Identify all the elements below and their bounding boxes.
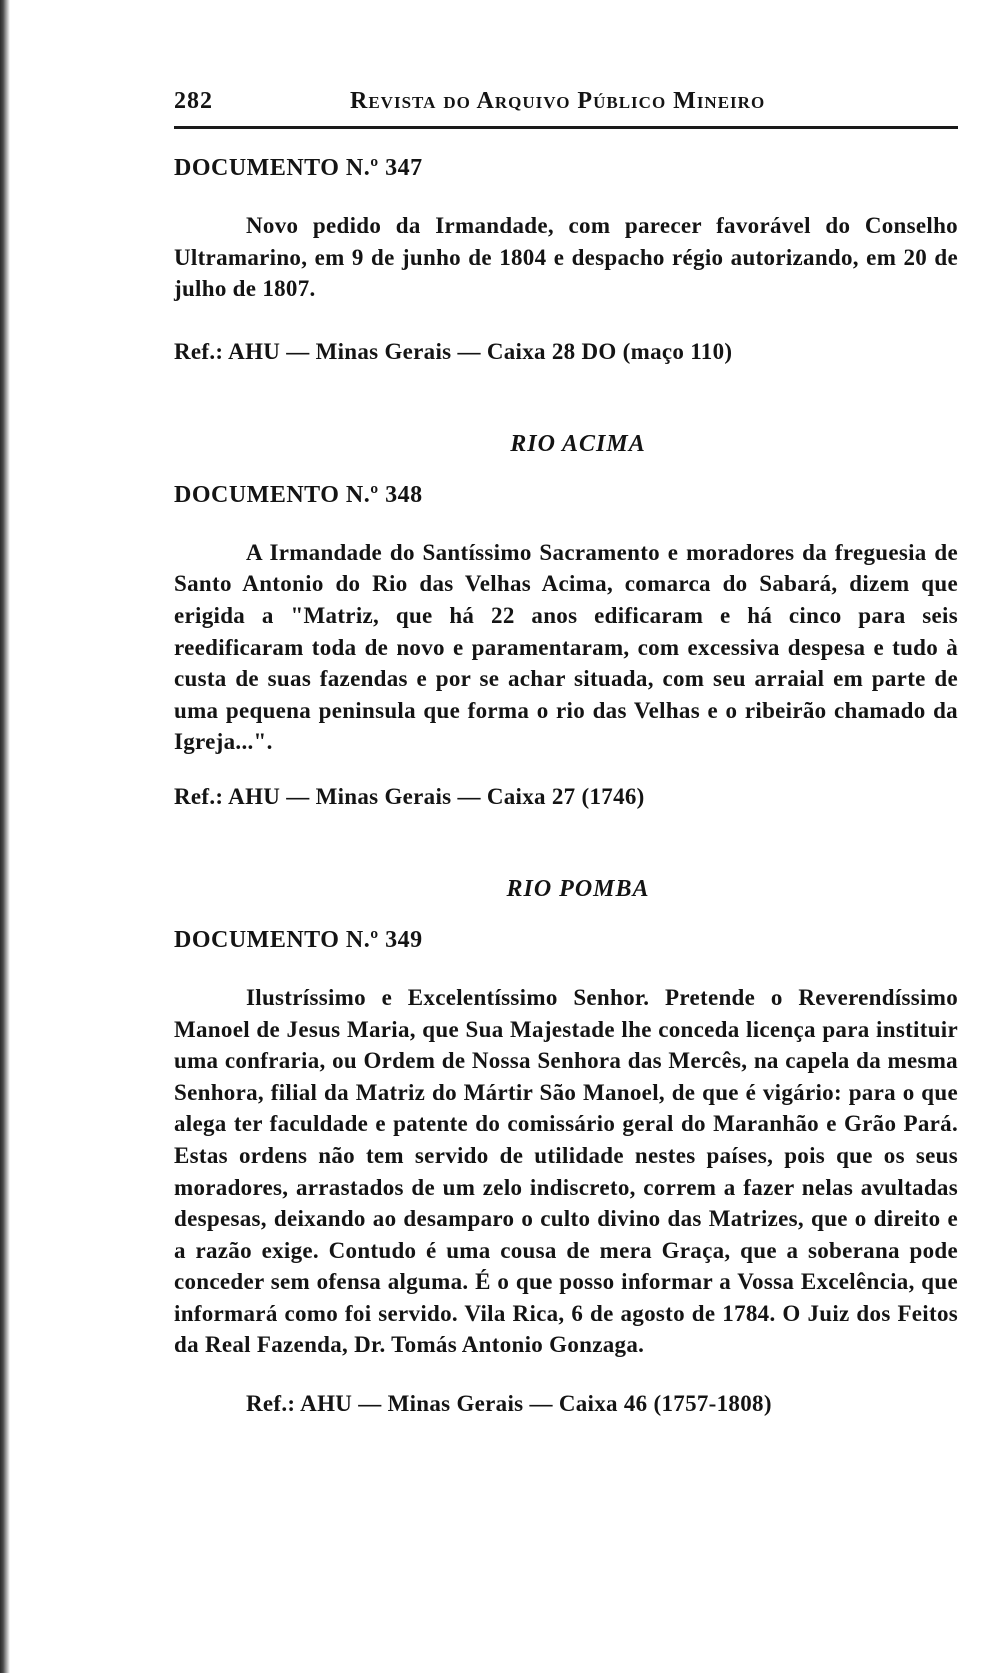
document-body: A Irmandade do Santíssimo Sacramento e moradores da freguesia de Santo Antonio do Rio das Velhas Acima, comarca do Sabará, dizem que erigida a "Matriz, que há 22 anos edificaram e há cinco para seis reedificaram toda de novo e paramentaram, com excessiva despesa e tudo à custa de suas fazendas e por se achar situada, com seu arraial em parte de uma pequena peninsula que forma o rio das Velhas e o ribeirão chamado da Igreja...".	[174, 539, 958, 755]
document-page	[174, 80, 958, 1417]
document-body: Ilustríssimo e Excelentíssimo Senhor. Pretende o Reverendíssimo Manoel de Jesus Maria, que Sua Majestade lhe conceda licença para instituir uma confraria, ou Ordem de Nossa Senhora das Mercês, na capela da mesma Senhora, filial da Matriz do Mártir São Manoel, de que é vigário: para o que alega ter faculdade e patente do comissário geral do Maranhão e Grão Pará. Estas ordens não tem servido de utilidade nestes países, pois que os seus moradores, arrastados de um zelo indiscreto, correm a fazer nelas avultadas despesas, deixando ao desamparo o culto divino das Matrizes, que o direito e a razão exige. Contudo é uma cousa de mera Graça, que a soberana pode conceder sem ofensa alguma. É o que posso informar a Vossa Excelência, que informará como foi servido. Vila Rica, 6 de agosto de 1784. O Juiz dos Feitos da Real Fazenda, Dr. Tomás Antonio Gonzaga.	[174, 984, 958, 1358]
document-body: Novo pedido da Irmandade, com parecer favorável do Conselho Ultramarino, em 9 de junho de 1804 e despacho régio autorizando, em 20 de julho de 1807.	[174, 213, 958, 302]
document-reference: Ref.: AHU — Minas Gerais — Caixa 46 (1757-1808)	[246, 1391, 772, 1417]
document-heading: DOCUMENTO N.º 348	[174, 481, 423, 508]
document-348	[174, 431, 958, 810]
place-heading: RIO ACIMA	[510, 430, 646, 457]
document-heading: DOCUMENTO N.º 347	[174, 155, 423, 181]
document-349	[174, 876, 958, 1417]
scan-binding-shadow	[0, 0, 10, 1673]
page-number: 282	[174, 88, 213, 114]
place-heading: RIO POMBA	[506, 875, 650, 902]
document-heading: DOCUMENTO N.º 349	[174, 926, 423, 953]
journal-title: Revista do Arquivo Público Mineiro	[350, 88, 766, 114]
header-rule	[174, 126, 958, 129]
document-347	[174, 155, 958, 365]
document-reference: Ref.: AHU — Minas Gerais — Caixa 27 (1746)	[174, 783, 645, 809]
document-reference: Ref.: AHU — Minas Gerais — Caixa 28 DO (maço 110)	[174, 338, 733, 364]
running-head	[174, 80, 958, 120]
